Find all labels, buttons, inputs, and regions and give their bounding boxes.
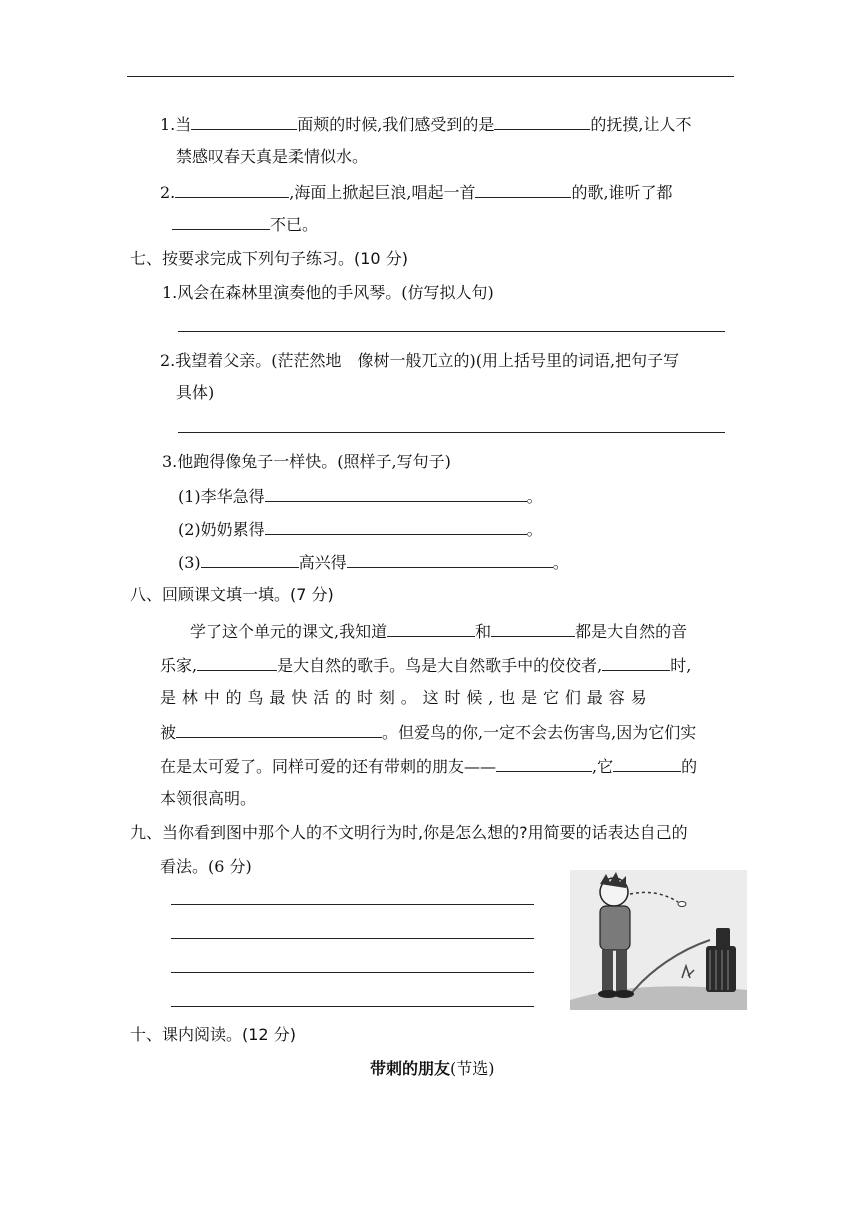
answer-blank[interactable] [197,653,277,671]
s7-q1: 1.风会在森林里演奏他的手风琴。(仿写拟人句) [162,283,494,302]
s8-line4 [160,720,696,744]
text: 乐家, [160,656,198,675]
answer-blank[interactable] [613,754,681,772]
passage-title-note: (节选) [450,1059,495,1078]
answer-line[interactable] [178,432,725,433]
text: 的 [681,757,698,776]
answer-blank[interactable] [265,484,527,502]
answer-blank[interactable] [387,619,475,637]
answer-line[interactable] [171,972,534,973]
answer-blank[interactable] [191,112,297,130]
text: (2)奶奶累得 [178,520,265,539]
text: 在是太可爱了。同样可爱的还有带刺的朋友—— [160,757,497,776]
s7-q2-line2: 具体) [176,383,215,402]
text: 被 [160,723,177,742]
s6-q1-line2: 禁感叹春天真是柔情似水。 [176,147,369,166]
text: ,海面上掀起巨浪,唱起一首 [289,183,476,202]
s7-q3-sub2 [178,517,543,541]
s7-q3: 3.他跑得像兔子一样快。(照样子,写句子) [162,452,451,471]
s6-q2-line1 [160,180,673,204]
answer-blank[interactable] [347,550,553,568]
answer-line[interactable] [171,938,534,939]
s7-q3-sub1 [178,484,543,508]
reading-title [370,1058,495,1080]
s8-line3: 是 林 中 的 鸟 最 快 活 的 时 刻 。 这 时 候 , 也 是 它 们 最 容 易 [160,688,647,707]
text: 。但爱鸟的你,一定不会去伤害鸟,因为它们实 [382,723,697,742]
passage-title: 带刺的朋友 [370,1059,451,1078]
s8-line6: 本领很高明。 [160,789,257,808]
section8-heading: 八、回顾课文填一填。(7 分) [130,585,334,604]
text: 。 [526,487,543,506]
section9-heading-line1: 九、当你看到图中那个人的不文明行为时,你是怎么想的?用简要的话表达自己的 [130,823,688,842]
text: 是大自然的歌手。鸟是大自然歌手中的佼佼者, [277,656,603,675]
section9-heading-line2: 看法。(6 分) [160,857,252,876]
text: 时, [670,656,692,675]
answer-blank[interactable] [201,550,299,568]
text: 都是大自然的音 [575,622,688,641]
question-number: 1. [160,115,176,134]
answer-line[interactable] [171,904,534,905]
answer-blank[interactable] [602,653,670,671]
s8-line2 [160,653,691,677]
answer-blank[interactable] [496,754,592,772]
answer-blank[interactable] [475,180,571,198]
s8-line5 [160,754,697,778]
text: 当 [175,115,192,134]
answer-blank[interactable] [175,180,289,198]
s6-q1-line1 [160,112,691,136]
answer-blank[interactable] [176,720,382,738]
section10-heading: 十、课内阅读。(12 分) [130,1025,296,1044]
s7-q2-line1: 2.我望着父亲。(茫茫然地 像树一般兀立的)(用上括号里的词语,把句子写 [160,351,680,370]
s6-q2-line2 [172,212,318,236]
text: 。 [552,553,569,572]
s8-line1 [190,619,687,643]
answer-blank[interactable] [494,112,590,130]
s7-q3-sub3 [178,550,569,574]
question-number: 2. [160,183,176,202]
answer-line[interactable] [178,331,725,332]
text: 高兴得 [298,553,347,572]
text: (3) [178,553,201,572]
text: 不已。 [270,215,319,234]
text: 学了这个单元的课文,我知道 [190,622,388,641]
answer-line[interactable] [171,1006,534,1007]
text: (1)李华急得 [178,487,265,506]
text: 面颊的时候,我们感受到的是 [297,115,495,134]
text: ,它 [592,757,614,776]
boy-spitting-illustration [570,870,747,1010]
answer-blank[interactable] [172,212,270,230]
text: 的歌,谁听了都 [571,183,673,202]
answer-blank[interactable] [265,517,527,535]
answer-blank[interactable] [491,619,575,637]
text: 和 [475,622,492,641]
text: 。 [526,520,543,539]
section7-heading: 七、按要求完成下列句子练习。(10 分) [130,249,408,268]
header-rule [127,76,734,77]
text: 的抚摸,让人不 [590,115,692,134]
